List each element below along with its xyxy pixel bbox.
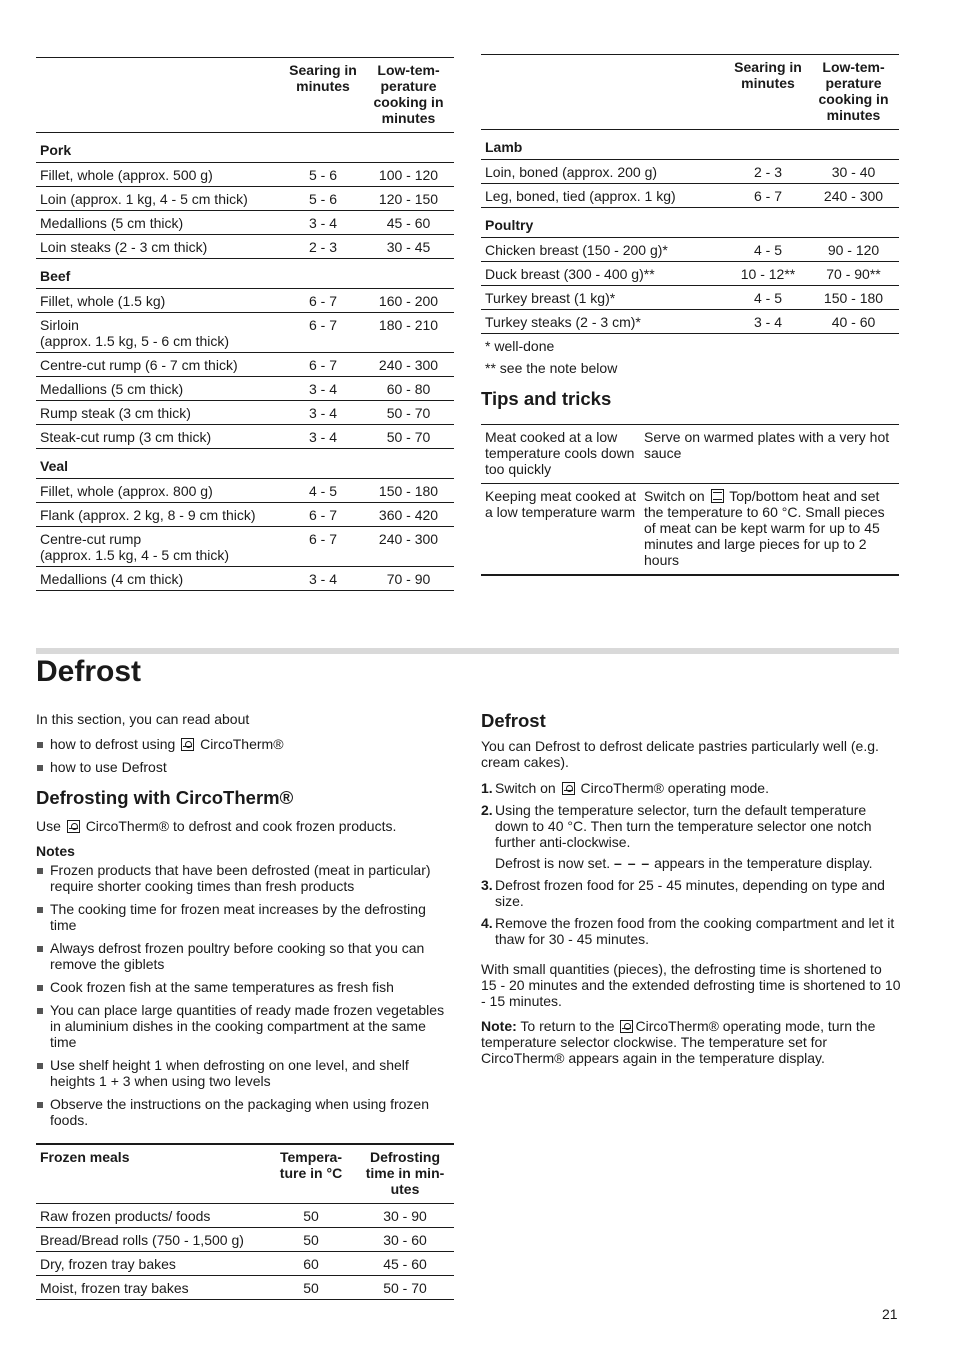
cell-searing: 6 - 7	[283, 503, 363, 527]
cell-low-temp: 70 - 90	[363, 567, 454, 591]
cell-dish: Centre-cut rump (6 - 7 cm thick)	[36, 353, 283, 377]
table-row	[36, 1228, 454, 1252]
circotherm-icon	[562, 782, 575, 795]
group-row	[36, 449, 454, 479]
notes-list	[36, 862, 454, 1128]
tips-heading: Tips and tricks	[481, 388, 612, 409]
table-row	[481, 286, 899, 310]
group-label: Veal	[36, 449, 454, 479]
right-column	[481, 710, 901, 1066]
list-item: Always defrost frozen poultry before cooking so that you can remove the giblets	[36, 940, 454, 972]
cell-searing: 5 - 6	[283, 187, 363, 211]
table-row	[36, 163, 454, 187]
cell-meal: Dry, frozen tray bakes	[36, 1252, 266, 1276]
cell-searing: 3 - 4	[283, 567, 363, 591]
cell-dish: Leg, boned, tied (approx. 1 kg)	[481, 184, 728, 208]
list-item: Cook frozen fish at the same temperatures as fresh fish	[36, 979, 454, 995]
table-row	[36, 353, 454, 377]
table-row	[36, 377, 454, 401]
cell-dish: Turkey steaks (2 - 3 cm)*	[481, 310, 728, 334]
cell-low-temp: 160 - 200	[363, 289, 454, 313]
group-label: Poultry	[481, 208, 899, 238]
intro-list	[36, 736, 454, 775]
cell-low-temp: 240 - 300	[808, 184, 899, 208]
cell-searing: 4 - 5	[728, 238, 808, 262]
group-row	[481, 130, 899, 160]
cell-searing: 3 - 4	[283, 377, 363, 401]
cell-dish: Duck breast (300 - 400 g)**	[481, 262, 728, 286]
cell-low-temp: 240 - 300	[363, 353, 454, 377]
group-row	[481, 208, 899, 238]
cell-meal: Bread/Bread rolls (750 - 1,500 g)	[36, 1228, 266, 1252]
tips-solution: Switch on Top/bottom heat and set the temperature to 60 °C. Small pieces of meat can be kept warm for up to 45 minutes and large pieces for up to 2 hours	[640, 484, 899, 576]
circotherm-icon	[67, 820, 80, 833]
cell-low-temp: 60 - 80	[363, 377, 454, 401]
cell-low-temp: 100 - 120	[363, 163, 454, 187]
list-item: how to defrost using CircoTherm®	[36, 736, 454, 752]
header-dish	[481, 55, 728, 130]
footnote-1: * well-done	[485, 338, 555, 354]
table-row	[36, 289, 454, 313]
cell-time: 30 - 60	[356, 1228, 454, 1252]
table-row	[36, 567, 454, 591]
list-item: The cooking time for frozen meat increases by the defrosting time	[36, 901, 454, 933]
circotherm-text: Use CircoTherm® to defrost and cook frozen products.	[36, 818, 397, 834]
cell-searing: 2 - 3	[728, 160, 808, 184]
section-divider	[36, 648, 899, 654]
table-row	[36, 235, 454, 259]
cell-searing: 6 - 7	[283, 289, 363, 313]
table-row	[481, 310, 899, 334]
cell-low-temp: 30 - 45	[363, 235, 454, 259]
display-dashes: – – –	[614, 855, 651, 871]
cell-time: 50 - 70	[356, 1276, 454, 1300]
cell-dish: Turkey breast (1 kg)*	[481, 286, 728, 310]
cell-searing: 4 - 5	[283, 479, 363, 503]
cell-searing: 3 - 4	[283, 211, 363, 235]
footnote-2: ** see the note below	[485, 360, 618, 376]
circotherm-icon	[620, 1020, 633, 1033]
cell-temperature: 50	[266, 1228, 356, 1252]
cell-low-temp: 45 - 60	[363, 211, 454, 235]
cell-dish: Loin, boned (approx. 200 g)	[481, 160, 728, 184]
cell-dish: Loin (approx. 1 kg, 4 - 5 cm thick)	[36, 187, 283, 211]
group-label: Lamb	[481, 130, 899, 160]
cell-low-temp: 50 - 70	[363, 401, 454, 425]
top-bottom-heat-icon	[711, 489, 724, 503]
cell-dish: Fillet, whole (approx. 500 g)	[36, 163, 283, 187]
tips-problem: Keeping meat cooked at a low temperature warm	[481, 484, 640, 576]
step: 1. Switch on CircoTherm® operating mode.	[481, 780, 769, 796]
defrost-intro: You can Defrost to defrost delicate pastries particularly well (e.g. cream cakes).	[481, 738, 879, 770]
cell-dish: Fillet, whole (approx. 800 g)	[36, 479, 283, 503]
cell-searing: 6 - 7	[283, 313, 363, 353]
intro-text: In this section, you can read about	[36, 711, 250, 727]
cell-temperature: 60	[266, 1252, 356, 1276]
notes-label: Notes	[36, 843, 75, 859]
cell-dish: Medallions (4 cm thick)	[36, 567, 283, 591]
cell-searing: 3 - 4	[283, 425, 363, 449]
cell-dish: Medallions (5 cm thick)	[36, 377, 283, 401]
group-row	[36, 259, 454, 289]
header-defrost-time: Defrosting time in min- utes	[365, 1149, 445, 1197]
footnotes	[481, 335, 899, 379]
cell-searing: 3 - 4	[283, 401, 363, 425]
tips-table	[481, 424, 899, 576]
cell-meal: Raw frozen products/ foods	[36, 1204, 266, 1228]
table-row	[481, 184, 899, 208]
cell-low-temp: 150 - 180	[808, 286, 899, 310]
cell-low-temp: 50 - 70	[363, 425, 454, 449]
cell-dish: Loin steaks (2 - 3 cm thick)	[36, 235, 283, 259]
tips-row	[481, 425, 899, 484]
list-item: Frozen products that have been defrosted (meat in particular) require shorter cooking times than fresh products	[36, 862, 454, 894]
page-title: Defrost	[36, 655, 142, 688]
header-dish	[36, 58, 283, 133]
table-row	[36, 1204, 454, 1228]
cell-dish: Rump steak (3 cm thick)	[36, 401, 283, 425]
cell-searing: 6 - 7	[283, 527, 363, 567]
defrost-heading: Defrost	[481, 710, 546, 731]
cell-low-temp: 360 - 420	[363, 503, 454, 527]
cell-low-temp: 240 - 300	[363, 527, 454, 567]
header-searing: Searing in minutes	[734, 59, 802, 91]
header-frozen-meals: Frozen meals	[40, 1149, 130, 1165]
group-label: Pork	[36, 133, 454, 163]
table-row	[36, 527, 454, 567]
cell-searing: 2 - 3	[283, 235, 363, 259]
cell-low-temp: 150 - 180	[363, 479, 454, 503]
cell-dish: Steak-cut rump (3 cm thick)	[36, 425, 283, 449]
tips-row	[481, 484, 899, 576]
cell-time: 30 - 90	[356, 1204, 454, 1228]
cell-meal: Moist, frozen tray bakes	[36, 1276, 266, 1300]
group-row	[36, 133, 454, 163]
cell-temperature: 50	[266, 1204, 356, 1228]
cell-dish: Chicken breast (150 - 200 g)*	[481, 238, 728, 262]
cell-low-temp: 70 - 90**	[808, 262, 899, 286]
table-row	[36, 503, 454, 527]
header-searing: Searing in minutes	[289, 62, 357, 94]
group-label: Beef	[36, 259, 454, 289]
table-row	[36, 401, 454, 425]
cell-dish: Medallions (5 cm thick)	[36, 211, 283, 235]
cell-low-temp: 90 - 120	[808, 238, 899, 262]
table-row	[481, 160, 899, 184]
cell-dish: Fillet, whole (1.5 kg)	[36, 289, 283, 313]
step: 4. Remove the frozen food from the cooking compartment and let it thaw for 30 - 45 minutes.	[481, 915, 895, 947]
cell-low-temp: 30 - 40	[808, 160, 899, 184]
header-low-temp: Low-tem- perature cooking in minutes	[818, 59, 889, 123]
cell-dish: Sirloin (approx. 1.5 kg, 5 - 6 cm thick)	[36, 313, 283, 353]
table-row	[36, 425, 454, 449]
table-row	[36, 1276, 454, 1300]
tips-problem: Meat cooked at a low temperature cools down too quickly	[481, 425, 640, 484]
table-row	[36, 211, 454, 235]
table-row	[481, 238, 899, 262]
step: 3. Defrost frozen food for 25 - 45 minutes, depending on type and size.	[481, 877, 885, 909]
cell-searing: 6 - 7	[283, 353, 363, 377]
list-item: Observe the instructions on the packaging when using frozen foods.	[36, 1096, 454, 1128]
table-row	[36, 1252, 454, 1276]
meat-table-right	[481, 54, 899, 379]
step-result: Defrost is now set. – – – appears in the temperature display.	[495, 855, 873, 871]
header-low-temp: Low-tem- perature cooking in minutes	[373, 62, 444, 126]
cell-time: 45 - 60	[356, 1252, 454, 1276]
cell-searing: 6 - 7	[728, 184, 808, 208]
tips-solution: Serve on warmed plates with a very hot sauce	[640, 425, 899, 484]
list-item: how to use Defrost	[36, 759, 454, 775]
cell-temperature: 50	[266, 1276, 356, 1300]
table-row	[36, 187, 454, 211]
circotherm-icon	[181, 738, 194, 751]
note-text: Note: To return to the CircoTherm® operating mode, turn the temperature selector clockwise. The temperature set for CircoTherm® appears again in the temperature display.	[481, 1018, 876, 1066]
cell-searing: 4 - 5	[728, 286, 808, 310]
steps-list	[481, 780, 901, 947]
frozen-table	[36, 1143, 454, 1300]
cell-searing: 3 - 4	[728, 310, 808, 334]
list-item: You can place large quantities of ready made frozen vegetables in aluminium dishes in the cooking compartment at the same time	[36, 1002, 454, 1050]
cell-low-temp: 180 - 210	[363, 313, 454, 353]
left-column	[36, 711, 454, 1135]
cell-searing: 5 - 6	[283, 163, 363, 187]
circotherm-heading: Defrosting with CircoTherm®	[36, 787, 294, 808]
cell-low-temp: 40 - 60	[808, 310, 899, 334]
cell-searing: 10 - 12**	[728, 262, 808, 286]
small-quantities-text: With small quantities (pieces), the defrosting time is shortened to 15 - 20 minutes and the extended defrosting time is shortened to 10 - 15 minutes.	[481, 961, 901, 1009]
table-row	[481, 262, 899, 286]
cell-low-temp: 120 - 150	[363, 187, 454, 211]
cell-dish: Centre-cut rump (approx. 1.5 kg, 4 - 5 cm thick)	[36, 527, 283, 567]
table-row	[36, 479, 454, 503]
list-item: Use shelf height 1 when defrosting on one level, and shelf heights 1 + 3 when using two levels	[36, 1057, 454, 1089]
table-row	[36, 313, 454, 353]
page-number: 21	[882, 1306, 898, 1322]
cell-dish: Flank (approx. 2 kg, 8 - 9 cm thick)	[36, 503, 283, 527]
meat-table-left	[36, 57, 454, 591]
step: 2. Using the temperature selector, turn the default temperature down to 40 °C. Then turn the temperature selector one notch further anti-clockwise. Defrost is now set. – – – appears in the temperature display.	[481, 802, 901, 871]
header-temperature: Tempera- ture in °C	[279, 1149, 343, 1181]
